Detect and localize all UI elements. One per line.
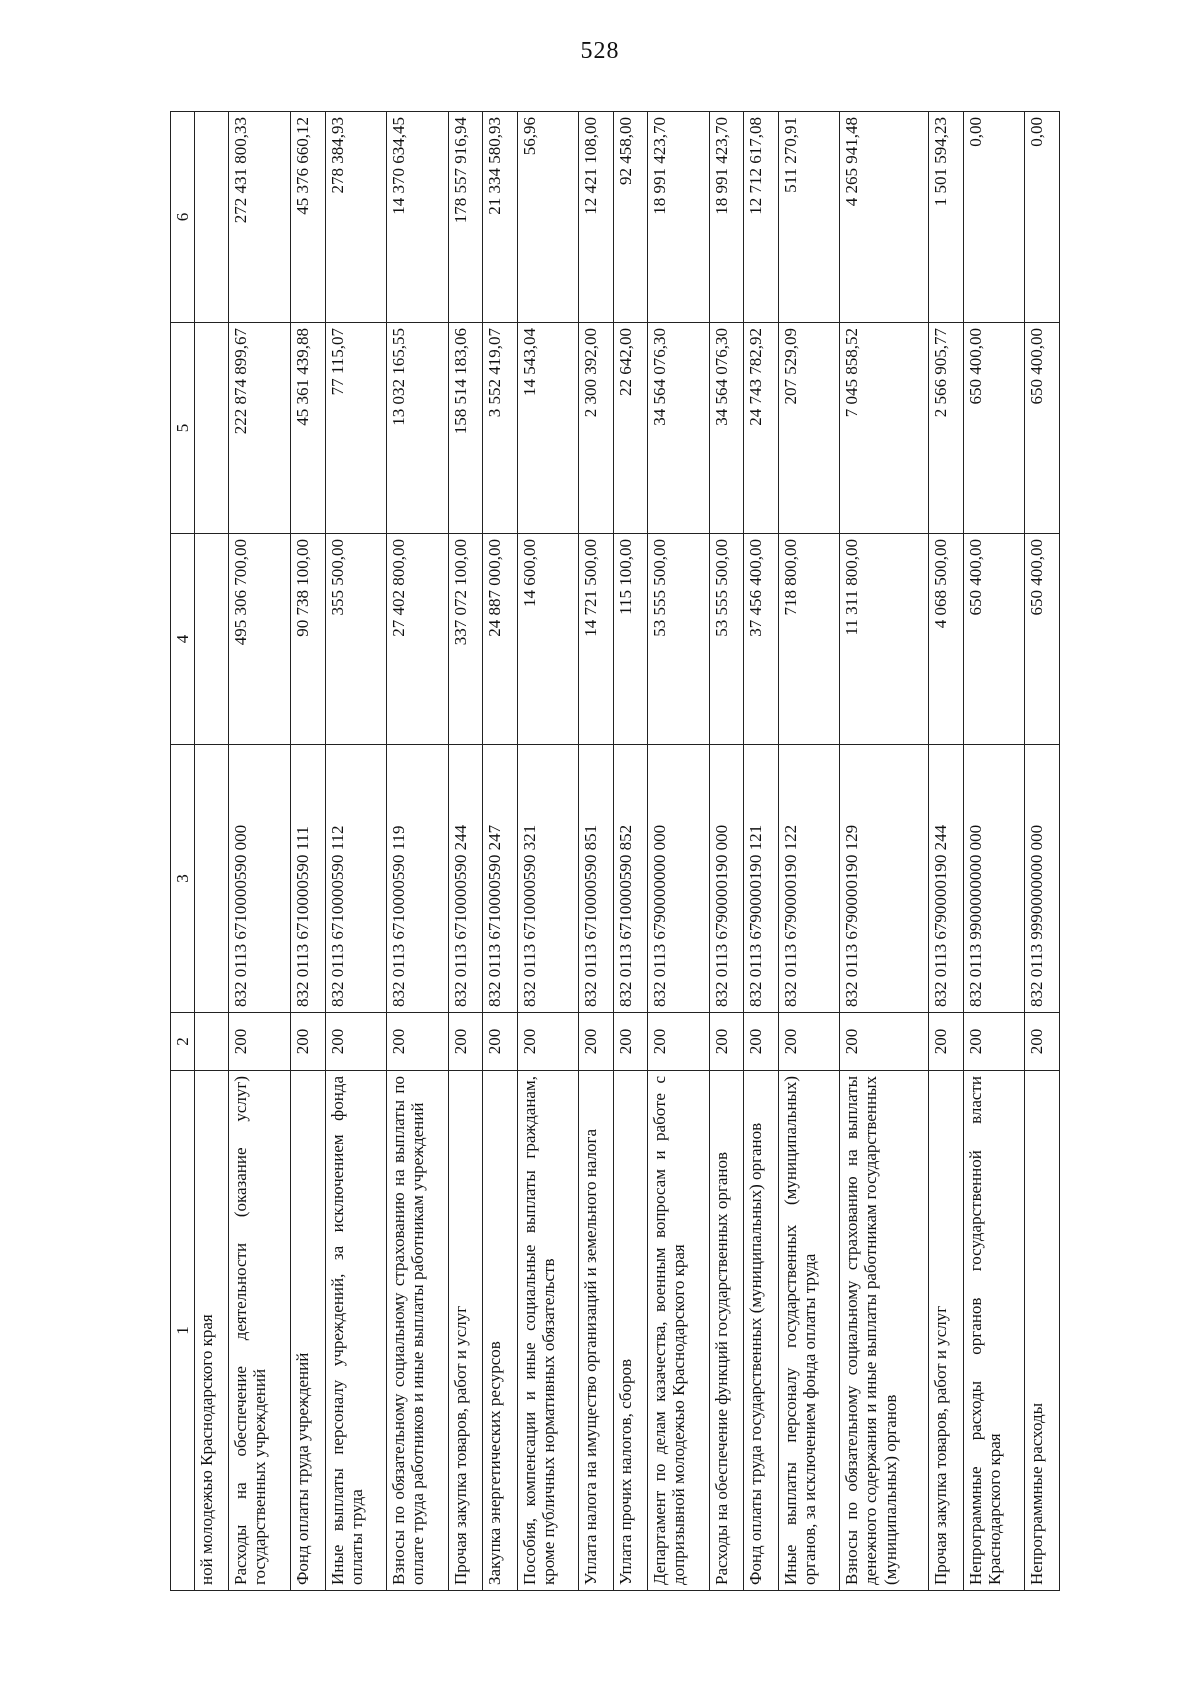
cell-name: Взносы по обязательному социальному страхованию на выплаты денежного содержания и иные выплаты работникам государственных (муниципальных) органов [840,1071,929,1591]
cell-executed-amount: 2 566 905,77 [929,323,963,534]
cell-budget-code: 832 0113 9900000000 000 [963,745,1025,1013]
cell-admin-code: 200 [709,1013,743,1071]
cell-unexecuted-amount: 1 501 594,23 [929,112,963,323]
budget-table [170,111,1060,1591]
cell-executed-amount: 22 642,00 [613,323,647,534]
cell-executed-amount: 13 032 165,55 [387,323,449,534]
cell-admin-code: 200 [744,1013,778,1071]
cell-budget-code: 832 0113 6790000000 000 [648,745,710,1013]
cell-executed-amount: 207 529,09 [778,323,840,534]
cell-name: Уплата налога на имущество организаций и земельного налога [579,1071,613,1591]
cell-approved-amount: 90 738 100,00 [291,534,325,745]
cell-admin-code: 200 [448,1013,482,1071]
cell-name: Фонд оплаты труда учреждений [291,1071,325,1591]
cell-budget-code: 832 0113 6710000590 119 [387,745,449,1013]
cell-approved-amount: 495 306 700,00 [229,534,291,745]
cell-budget-code: 832 0113 6710000590 111 [291,745,325,1013]
budget-table-rotated [170,112,1060,1591]
cell-unexecuted-amount: 511 270,91 [778,112,840,323]
cell-admin-code: 200 [778,1013,840,1071]
cell-admin-code: 200 [963,1013,1025,1071]
cell-executed-amount: 222 874 899,67 [229,323,291,534]
cell-approved-amount: 718 800,00 [778,534,840,745]
cell-admin-code: 200 [579,1013,613,1071]
table-row [195,112,229,1591]
cell-unexecuted-amount: 45 376 660,12 [291,112,325,323]
cell-approved-amount: 24 887 000,00 [483,534,517,745]
table-row [291,112,325,1591]
table-row [579,112,613,1591]
cell-admin-code: 200 [648,1013,710,1071]
cell-admin-code: 200 [517,1013,579,1071]
table-row [778,112,840,1591]
table-row [325,112,387,1591]
cell-name: Непрограммные расходы [1025,1071,1060,1591]
cell-name: Закупка энергетических ресурсов [483,1071,517,1591]
cell-approved-amount: 355 500,00 [325,534,387,745]
table-row [448,112,482,1591]
cell-name: Взносы по обязательному социальному страхованию на выплаты по оплате труда работников и иные выплаты работникам учреждений [387,1071,449,1591]
cell-budget-code: 832 0113 6710000590 112 [325,745,387,1013]
cell-executed-amount: 24 743 782,92 [744,323,778,534]
table-row [840,112,929,1591]
cell-name: ной молодежью Краснодарского края [195,1071,229,1591]
cell-unexecuted-amount: 18 991 423,70 [709,112,743,323]
cell-name: Расходы на обеспечение деятельности (оказание услуг) государственных учреждений [229,1071,291,1591]
cell-unexecuted-amount: 92 458,00 [613,112,647,323]
cell-budget-code: 832 0113 6710000590 321 [517,745,579,1013]
cell-name: Фонд оплаты труда государственных (муниципальных) органов [744,1071,778,1591]
cell-admin-code: 200 [1025,1013,1060,1071]
cell-admin-code [195,1013,229,1071]
cell-budget-code: 832 0113 6710000590 852 [613,745,647,1013]
table-row [387,112,449,1591]
cell-executed-amount: 3 552 419,07 [483,323,517,534]
cell-admin-code: 200 [387,1013,449,1071]
table-header-row [171,112,195,1591]
table-row [613,112,647,1591]
cell-name: Иные выплаты персоналу учреждений, за исключением фонда оплаты труда [325,1071,387,1591]
table-row [963,112,1025,1591]
cell-budget-code: 832 0113 6790000190 129 [840,745,929,1013]
cell-approved-amount: 14 600,00 [517,534,579,745]
cell-budget-code: 832 0113 6710000590 000 [229,745,291,1013]
cell-approved-amount: 14 721 500,00 [579,534,613,745]
header-col-1: 1 [171,1071,195,1591]
table-row [709,112,743,1591]
cell-admin-code: 200 [840,1013,929,1071]
table-row [1025,112,1060,1591]
cell-approved-amount: 650 400,00 [963,534,1025,745]
cell-executed-amount: 34 564 076,30 [648,323,710,534]
cell-name: Прочая закупка товаров, работ и услуг [929,1071,963,1591]
cell-executed-amount: 45 361 439,88 [291,323,325,534]
table-row [744,112,778,1591]
cell-executed-amount: 650 400,00 [1025,323,1060,534]
cell-executed-amount [195,323,229,534]
cell-unexecuted-amount: 12 421 108,00 [579,112,613,323]
cell-budget-code: 832 0113 6790000190 000 [709,745,743,1013]
cell-admin-code: 200 [291,1013,325,1071]
cell-approved-amount: 53 555 500,00 [648,534,710,745]
cell-executed-amount: 7 045 858,52 [840,323,929,534]
cell-budget-code: 832 0113 6710000590 247 [483,745,517,1013]
page-number: 528 [580,38,620,64]
cell-approved-amount: 115 100,00 [613,534,647,745]
cell-executed-amount: 158 514 183,06 [448,323,482,534]
cell-unexecuted-amount: 272 431 800,33 [229,112,291,323]
cell-unexecuted-amount: 18 991 423,70 [648,112,710,323]
cell-approved-amount: 650 400,00 [1025,534,1060,745]
cell-unexecuted-amount [195,112,229,323]
cell-name: Иные выплаты персоналу государственных (муниципальных) органов, за исключением фонда оплаты труда [778,1071,840,1591]
cell-executed-amount: 650 400,00 [963,323,1025,534]
cell-admin-code: 200 [229,1013,291,1071]
cell-executed-amount: 2 300 392,00 [579,323,613,534]
cell-name: Уплата прочих налогов, сборов [613,1071,647,1591]
cell-approved-amount: 53 555 500,00 [709,534,743,745]
cell-unexecuted-amount: 21 334 580,93 [483,112,517,323]
cell-budget-code [195,745,229,1013]
cell-admin-code: 200 [613,1013,647,1071]
cell-approved-amount: 27 402 800,00 [387,534,449,745]
table-row [648,112,710,1591]
header-col-2: 2 [171,1013,195,1071]
cell-unexecuted-amount: 4 265 941,48 [840,112,929,323]
cell-unexecuted-amount: 178 557 916,94 [448,112,482,323]
header-col-6: 6 [171,112,195,323]
cell-approved-amount: 4 068 500,00 [929,534,963,745]
table-row [929,112,963,1591]
header-col-4: 4 [171,534,195,745]
cell-admin-code: 200 [483,1013,517,1071]
cell-unexecuted-amount: 0,00 [1025,112,1060,323]
cell-name: Пособия, компенсации и иные социальные выплаты гражданам, кроме публичных нормативных обязательств [517,1071,579,1591]
cell-budget-code: 832 0113 6790000190 244 [929,745,963,1013]
cell-executed-amount: 77 115,07 [325,323,387,534]
cell-budget-code: 832 0113 6710000590 851 [579,745,613,1013]
cell-unexecuted-amount: 14 370 634,45 [387,112,449,323]
header-col-5: 5 [171,323,195,534]
header-col-3: 3 [171,745,195,1013]
cell-executed-amount: 34 564 076,30 [709,323,743,534]
cell-budget-code: 832 0113 6790000190 121 [744,745,778,1013]
cell-budget-code: 832 0113 6710000590 244 [448,745,482,1013]
table-row [517,112,579,1591]
cell-name: Непрограммные расходы органов государственной власти Краснодарского края [963,1071,1025,1591]
table-row [229,112,291,1591]
cell-unexecuted-amount: 278 384,93 [325,112,387,323]
cell-admin-code: 200 [929,1013,963,1071]
cell-approved-amount: 37 456 400,00 [744,534,778,745]
cell-budget-code: 832 0113 9990000000 000 [1025,745,1060,1013]
cell-unexecuted-amount: 12 712 617,08 [744,112,778,323]
cell-budget-code: 832 0113 6790000190 122 [778,745,840,1013]
table-row [483,112,517,1591]
cell-executed-amount: 14 543,04 [517,323,579,534]
cell-name: Прочая закупка товаров, работ и услуг [448,1071,482,1591]
cell-approved-amount: 11 311 800,00 [840,534,929,745]
cell-approved-amount: 337 072 100,00 [448,534,482,745]
cell-name: Департамент по делам казачества, военным вопросам и работе с допризывной молодежью Краснодарского края [648,1071,710,1591]
cell-unexecuted-amount: 0,00 [963,112,1025,323]
cell-unexecuted-amount: 56,96 [517,112,579,323]
cell-approved-amount [195,534,229,745]
cell-name: Расходы на обеспечение функций государственных органов [709,1071,743,1591]
cell-admin-code: 200 [325,1013,387,1071]
